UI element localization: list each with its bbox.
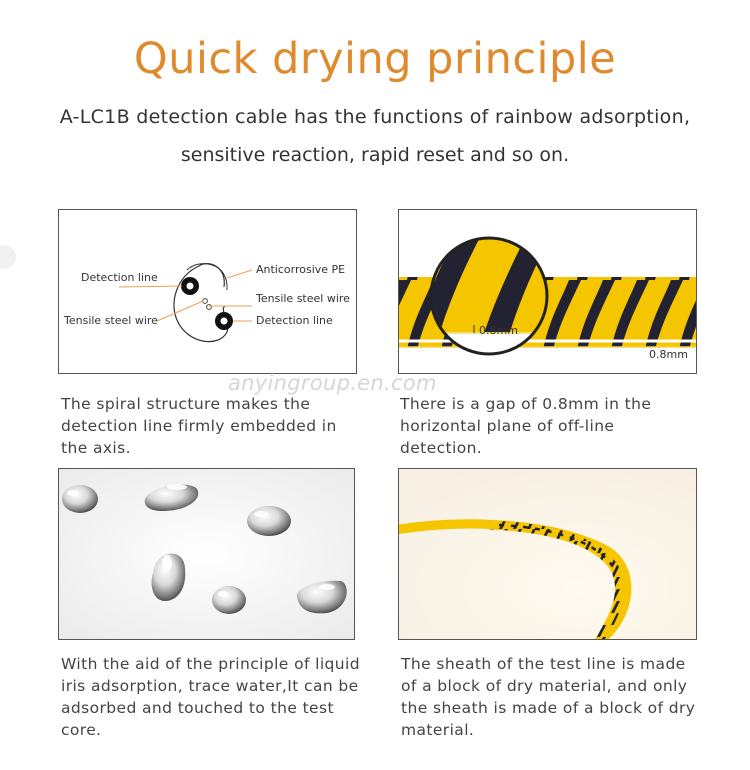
edge-decoration [0, 245, 16, 269]
water-droplet-panel [58, 468, 355, 640]
steel-wire-bottom [207, 305, 212, 310]
droplet [62, 485, 98, 513]
droplet [247, 506, 291, 536]
water-droplets-illustration [59, 469, 354, 639]
caption-gap: There is a gap of 0.8mm in the horizontal plane of off-line detection. [400, 395, 652, 457]
label-tensile-steel-wire-right: Tensile steel wire [256, 292, 350, 305]
leader-steel-left [157, 301, 203, 321]
intro-line-1: A-LC1B detection cable has the functions of rainbow adsorption, [59, 106, 691, 128]
watermark: anyingroup.en.com [228, 371, 437, 395]
label-tensile-steel-wire-left: Tensile steel wire [64, 314, 158, 327]
cross-section-diagram-panel [58, 209, 357, 374]
cross-section-diagram [59, 210, 356, 373]
cable-outline [174, 264, 228, 342]
baseline-gap-label: 0.8mm [649, 348, 688, 361]
gap-illustration [399, 210, 696, 373]
magnified-gap-label: 0.8mm [479, 324, 518, 337]
caption-sheath: The sheath of the test line is made of a block of dry material, and only the sheath is made of a block of dry material. [401, 655, 696, 739]
steel-wire-top [203, 299, 208, 304]
cable-ring-illustration [399, 469, 696, 639]
label-detection-line-right: Detection line [256, 314, 333, 327]
cable-ring-panel [398, 468, 697, 640]
label-detection-line-left: Detection line [81, 271, 158, 284]
leader-pe [227, 270, 252, 278]
leader-detection-left [119, 286, 182, 287]
label-anticorrosive-pe: Anticorrosive PE [256, 263, 346, 276]
intro-line-2: sensitive reaction, rapid reset and so on. [180, 144, 570, 166]
page-title: Quick drying principle [133, 34, 617, 84]
caption-adsorption: With the aid of the principle of liquid iris adsorption, trace water,It can be adsorbed and touched to the test core. [61, 655, 360, 739]
caption-spiral-structure: The spiral structure makes the detection line firmly embedded in the axis. [61, 395, 337, 457]
gap-magnification-panel [398, 209, 697, 374]
droplet [212, 586, 246, 614]
